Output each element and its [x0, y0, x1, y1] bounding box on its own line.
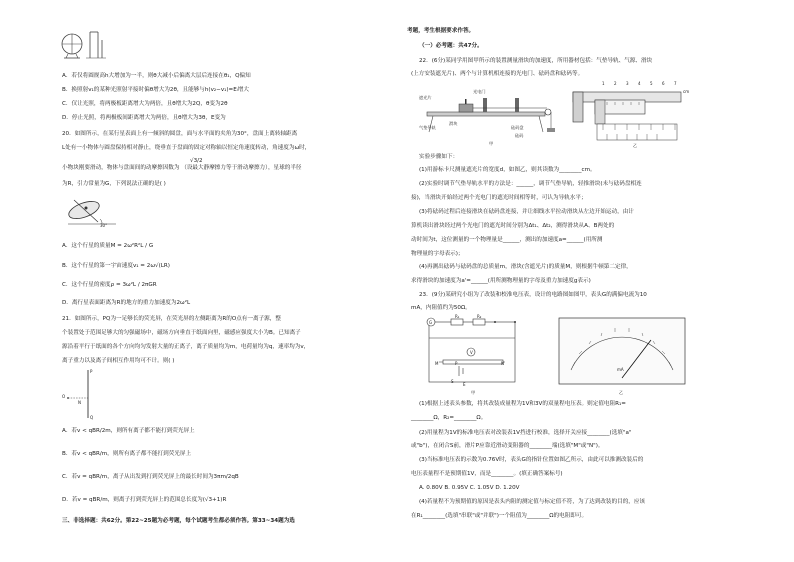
section-3-heading: 三、非选择题：共62分。第22~25题为必考题，每个试题考生都必须作答。第33~34题为选: [62, 518, 295, 524]
q19-option-c: C．仅让光照，将两极板距离增大为两倍，且θ增大为2Q，θ变为2θ: [62, 101, 228, 107]
section-intro: 考题，考生根据要求作答。: [407, 28, 475, 34]
fluorescent-screen-figure: [62, 368, 102, 420]
q21-option-d: D．若v = qBR/m，则离子打到荧光屏上的范围总长度为(√3+1)R: [62, 497, 227, 503]
q22-step-1: (1)用游标卡尺测量遮光片的宽度d，如图乙，则其读数为________cm。: [419, 167, 596, 173]
q20-angle-label: 30°: [100, 223, 108, 228]
circuit-g: G: [429, 320, 433, 325]
screen-label-p: P: [90, 369, 93, 374]
q20-option-a: A．这个行星的质量M = 2ω²R²L / G: [62, 243, 154, 249]
label-yi-2: 乙: [619, 390, 624, 395]
q19-option-a: A．若仅将圆规高h大增加为一半，则θ大减小后偏离大层后连接在θ₁，Q偏知: [62, 73, 251, 79]
circuit-r1: R₁: [455, 314, 460, 319]
tilted-disc-figure: [64, 196, 120, 232]
caliper-tick-4: 4: [638, 81, 641, 86]
caliper-tick-1: 1: [602, 81, 605, 86]
circuit-n: N: [501, 361, 504, 366]
caliper-tick-2: 2: [614, 81, 617, 86]
steps-title: 实验步骤如下：: [419, 154, 459, 160]
q22-line-1: 22．(6分)某同学用图甲所示的装置测量滑块的加速度，所用器材包括：气垫导轨、气源、滑块: [419, 58, 653, 64]
label-yi-1: 乙: [633, 143, 638, 148]
screen-label-q: Q: [90, 415, 94, 420]
q23-step-3: (2)用量程为1V的标准电压表对改装表1V挡进行校准，选择开关应接________(选填"a": [419, 430, 632, 436]
q20-line-4: 为R，引力常量为G，下列说法正确的是( ): [62, 181, 166, 187]
q23-step-8: 在R₁________(选填"串联"或"并联")一个阻值为________Ω的电阻即可。: [411, 513, 588, 519]
q20-line-3: 小物块刚要滑动，物体与盘面间的动摩擦因数为 （设最大静摩擦力等于滑动摩擦力），星球的半径: [62, 165, 302, 171]
air-track-figure: [419, 88, 559, 142]
q20-option-b: B．这个行星的第一宇宙速度v₁ = 2ω√(LR): [62, 263, 170, 269]
q21-option-a: A．若v < qBR/2m，则所有离子都不能打到荧光屏上: [62, 428, 195, 434]
circuit-m: M: [435, 361, 439, 366]
circuit-e: E: [463, 382, 466, 387]
caliper-tick-6: 6: [662, 81, 665, 86]
q22-step-7: 物理量的字母表示)；: [411, 251, 464, 257]
q19-option-d: D．停止光照，将两极板间距离增大为两倍，且θ增大为3θ，E变为: [62, 115, 226, 121]
q21-option-c: C．若v = qBR/m，离子从出发到打到荧光屏上的最长时间为3πm/2qB: [62, 474, 239, 480]
label-jia-2: 甲: [471, 390, 476, 395]
q23-line-2: mA，内阻值约为50Ω。: [411, 305, 471, 311]
q21-line-2: 个装置处于范围足够大的匀强磁场中，磁场方向垂直于纸面向里，磁感应强度大小为B。已知离子: [62, 330, 301, 336]
q22-line-2: (上方安装遮光片)、两个与计算机相连接的光电门、砝码盘和砝码等。: [411, 71, 584, 77]
label-huakuai: 滑块: [449, 121, 458, 126]
q22-step-5: 算机读出滑块经过两个光电门的遮光时间分别为Δt₁、Δt₂，测得滑块从A、B两处的: [411, 223, 615, 229]
caliper-tick-7: 7: [674, 81, 677, 86]
label-ma: 砝码: [515, 133, 524, 138]
q22-step-9: 求得滑块的加速度为a'=______(用所测物理量的字母及重力加速度g表示): [411, 278, 591, 284]
screen-label-n: N: [78, 400, 81, 405]
caliper-unit-cm: cm: [683, 89, 690, 94]
q22-step-8: (4)再测出砝码与砝码盘的总质量m，滑块(含遮光片)的质量M，则根据牛顿第二定律，: [419, 264, 632, 270]
q22-step-6: 动时间为t，这位测量的一个物理量是______，测出的加速度a=______(用所测: [411, 237, 603, 243]
caliper-tick-5: 5: [650, 81, 653, 86]
circuit-s: S: [451, 379, 454, 384]
q23-step-1: (1)根据上述表头参数，将其改装成量程为1V和3V的双量程电压表。则定值电阻R₁=: [419, 401, 626, 407]
label-jia-1: 甲: [489, 141, 494, 146]
circuit-r2: R₂: [477, 314, 482, 319]
q23-step-options: A. 0.80V B. 0.95V C. 1.05V D. 1.20V: [419, 485, 520, 491]
q20-option-c: C．这个行星的密度ρ = 3ω²L / 2πGR: [62, 282, 157, 288]
label-guangdianmen: 光电门: [473, 89, 486, 94]
q20-line-1: 20．如图所示，在某行星表面上有一倾斜的圆盘，面与水平面的夹角为30°，盘面上离转轴距离: [62, 131, 298, 137]
q20-line-2: L处有一小物体与圆盘保持相对静止，绕垂直于盘面的固定对称轴以恒定角速度转动，角速度为ω时，: [62, 145, 311, 151]
milliammeter-gauge: [557, 316, 687, 386]
q19-option-b: B．换照射v₁的某种光照射平接时偏θ增大为2θ，且能够与h(v₂−v₁)=Eᵢ增大: [62, 87, 249, 93]
q23-step-5: (3)当标准电压表的示数为0.76V时，表头G的指针位置如图乙所示，由此可以推测改装后的: [419, 457, 644, 463]
q20-option-d: D．离行星表面距离为R的地方的重力加速度为2ω²L: [62, 300, 191, 306]
circuit-v: V: [470, 350, 473, 355]
screen-label-o: O: [62, 394, 66, 399]
q21-line-3: 源沿着平行于纸面的各个方向均匀发射大量的正离子，离子质量均为m，电荷量均为q，速率均为v，: [62, 344, 310, 350]
gauge-unit: mA: [617, 367, 624, 372]
q22-step-4: (3)将砝码过程后连接滑块在砝码盘连接，并让细线水平拉动滑块从左边开始运动，由计: [419, 209, 634, 215]
q21-option-b: B．若v < qBR/m，则所有离子都不能打到荧光屏上: [62, 451, 192, 457]
q22-step-2: (2)实验时调节气垫导轨水平的方法是：______，调节气垫导轨，轻推滑块(未与砝码盘相连: [419, 181, 642, 187]
q20-friction-fraction: √3/2: [190, 158, 203, 164]
label-daogui: 气垫导轨: [419, 125, 436, 130]
q23-step-4: 或"b")，在闭合S前，滑片P应靠近滑动变阻器的________端(选填"M"或"N")。: [411, 443, 604, 449]
must-answer-heading: （一）必考题：共47分。: [419, 43, 483, 49]
q23-step-6: 电压表量程不是预期值1V，而是________。(填正确答案标号): [411, 471, 563, 477]
vernier-caliper-figure: [567, 86, 690, 144]
label-mapan: 砝码盘: [511, 125, 524, 130]
caliper-tick-3: 3: [626, 81, 629, 86]
q21-line-1: 21．如图所示，PQ为一足够长的荧光屏，在荧光屏的左侧距离为R的O点有一离子源，整: [62, 316, 281, 322]
circuit-p: P: [455, 361, 458, 366]
q21-line-4: 离子重力以及离子间相互作用均可不计。则( ): [62, 358, 175, 364]
right-column: [397, 0, 794, 562]
electroscope-figure: [58, 28, 118, 68]
q22-step-3: 接)，当滑块开始经过两个光电门的遮光时间相等时，可认为导轨水平；: [411, 195, 587, 201]
label-zheguang: 遮光片: [419, 95, 432, 100]
q23-line-1: 23．(9分)某研究小组为了改装和校准电压表，设计的电路图如图甲，表头G的满偏电流为10: [419, 292, 647, 298]
q23-step-2: ________Ω，R₂=________Ω。: [411, 415, 487, 421]
q23-step-7: (4)若量程不为预期值的原因是表头内阻的测定值与标定值不符，为了达到改装的目的，应该: [419, 499, 646, 505]
